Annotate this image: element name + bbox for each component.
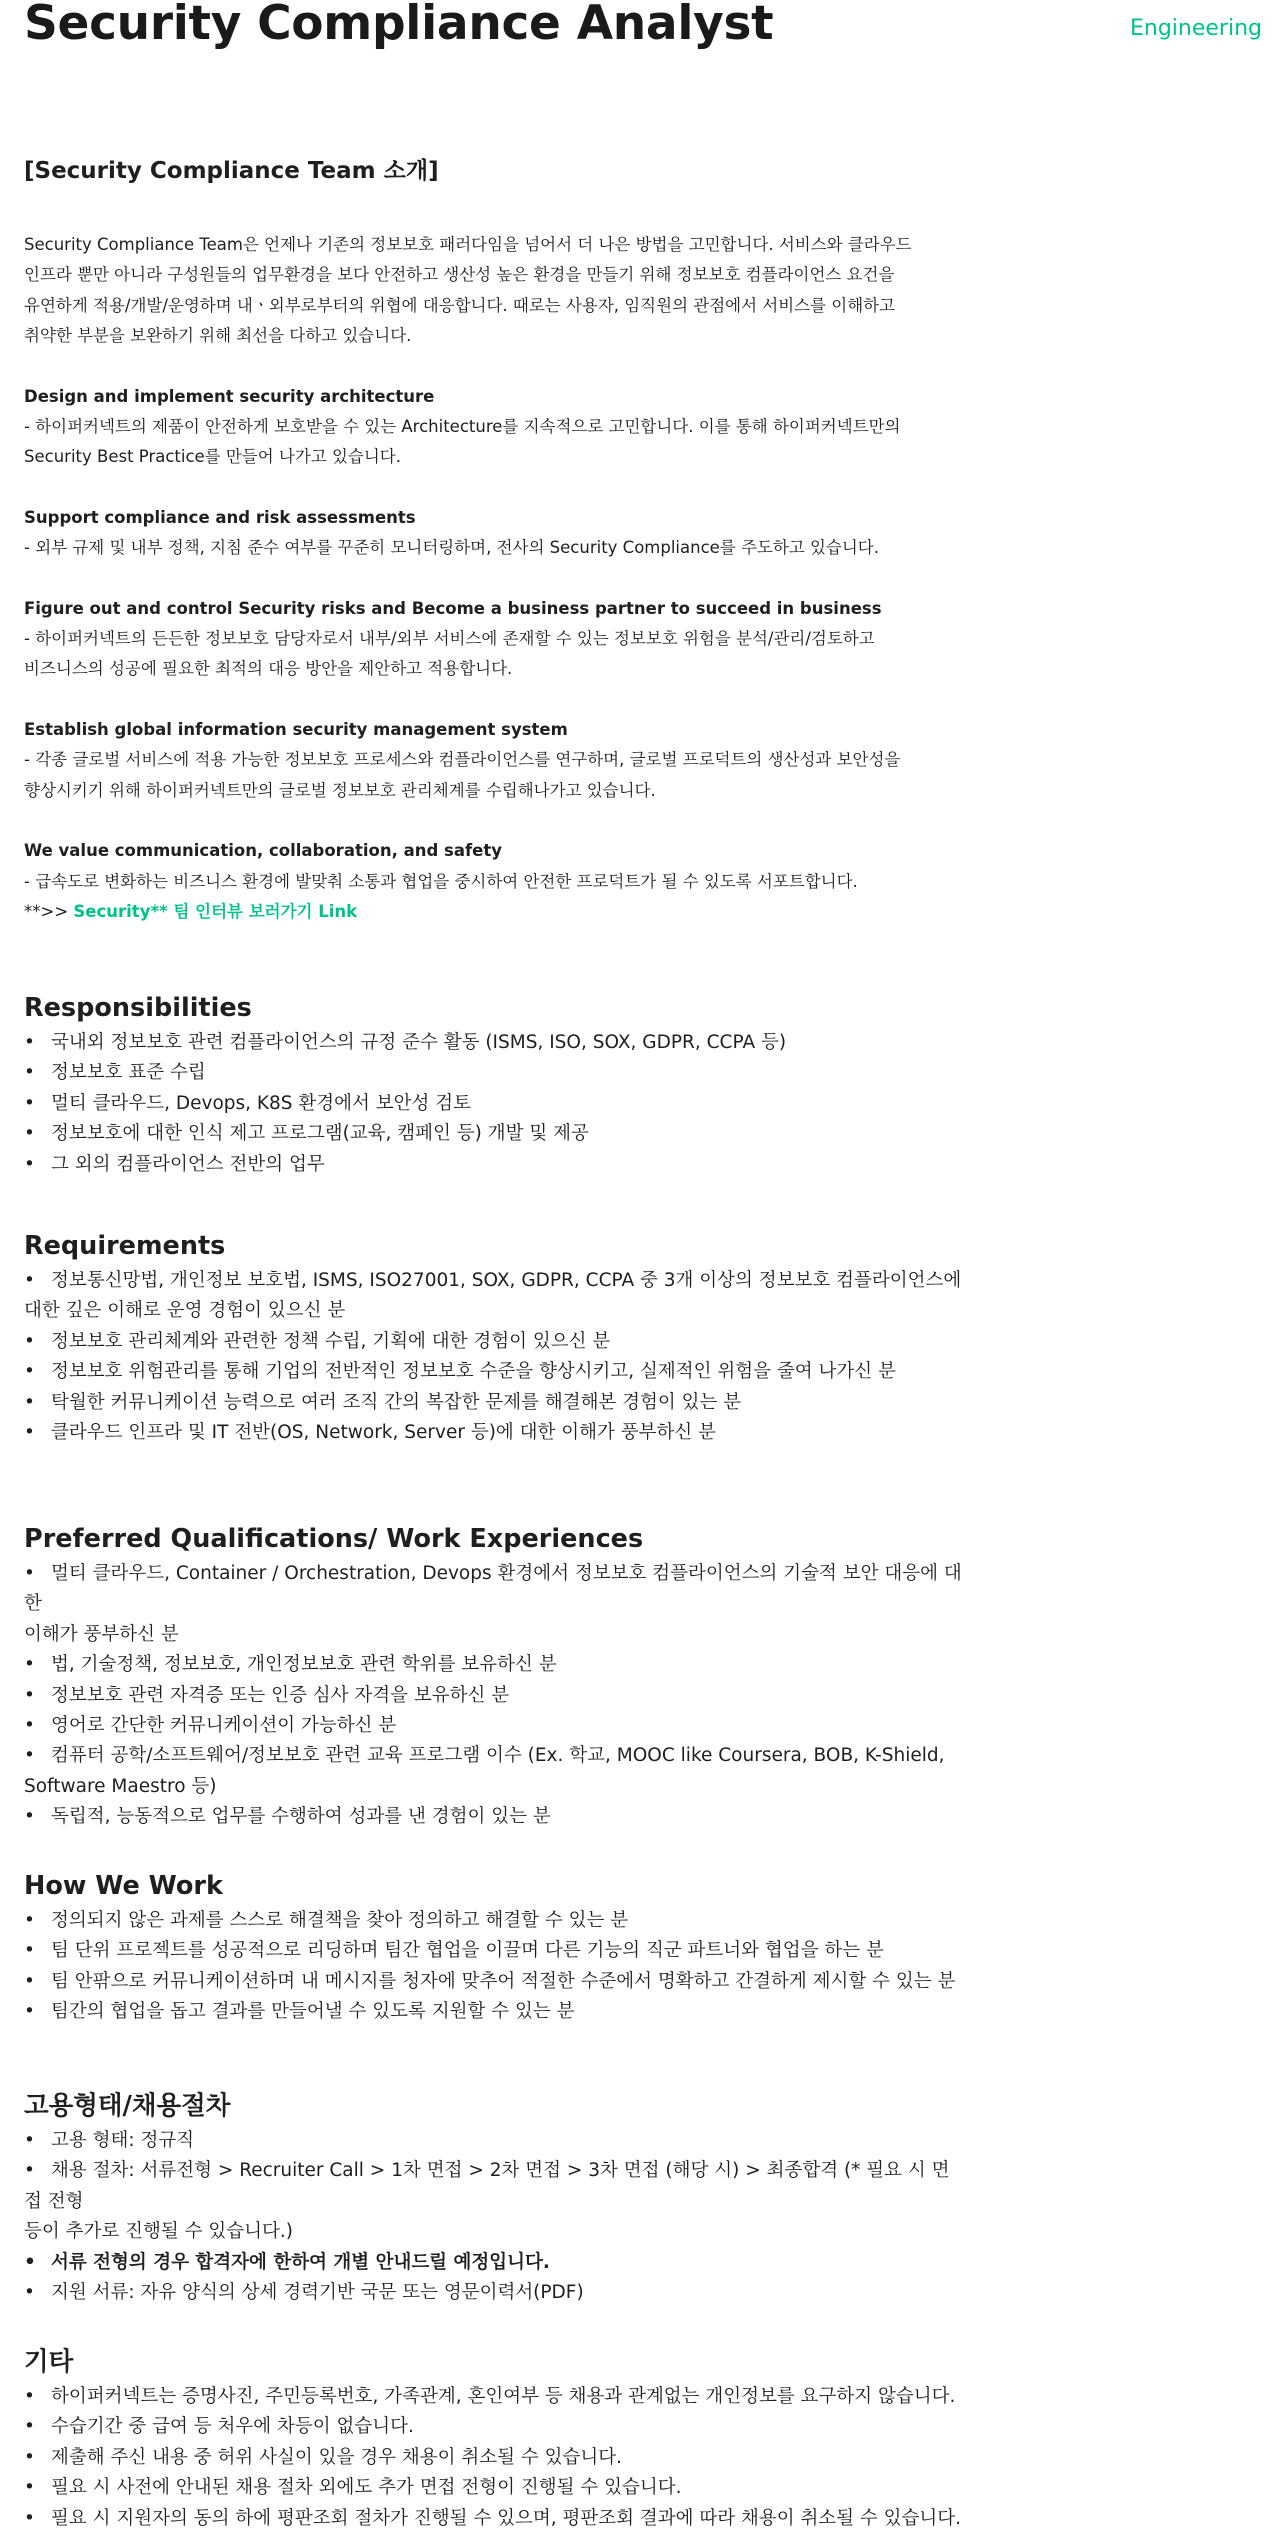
list-item-text: 탁월한 커뮤니케이션 능력으로 여러 조직 간의 복잡한 문제를 해결해본 경험이 있는 분 [51, 1391, 742, 1413]
section-heading: Preferred Qualifications/ Work Experiences [24, 1524, 644, 1554]
bullet-icon: • [24, 1153, 35, 1175]
list-item [24, 1936, 964, 1966]
list-item [24, 1388, 964, 1418]
intro-block [24, 503, 964, 594]
intro-block-line: - 각종 글로벌 서비스에 적용 가능한 정보보호 프로세스와 컴플라이언스를 연구하며, 글로벌 프로덕트의 생산성과 보안성을 [24, 750, 901, 770]
list-item-text: 영어로 간단한 커뮤니케이션이 가능하신 분 [51, 1715, 397, 1737]
bullet-icon: • [24, 1032, 35, 1053]
bullet-icon: • [24, 1563, 35, 1584]
bullet-icon: • [24, 1654, 35, 1676]
bullet-icon: • [24, 1422, 35, 1444]
bullet-icon: • [24, 1715, 35, 1737]
list-item-text: 클라우드 인프라 및 IT 전반(OS, Network, Server 등)에 대한 이해가 풍부하신 분 [51, 1422, 717, 1444]
spacer [24, 352, 964, 382]
list-item-text: 팀 단위 프로젝트를 성공적으로 리딩하며 팀간 협업을 이끌며 다른 기능의 직군 파트너와 협업을 하는 분 [51, 1940, 884, 1962]
list-item-text: 이해가 풍부하신 분 [24, 1623, 179, 1645]
job-description [24, 152, 964, 2529]
section-list [24, 2126, 964, 2308]
section-heading: Requirements [24, 1231, 226, 1261]
list-item [24, 1357, 964, 1387]
list-item-text: Software Maestro 등) [24, 1775, 217, 1797]
list-item [24, 1711, 964, 1741]
spacer [24, 473, 964, 503]
bullet-icon: • [24, 2477, 35, 2499]
bullet-icon: • [24, 2160, 35, 2182]
list-item [24, 1997, 964, 2027]
intro-paragraph-line: Security Compliance Team은 언제나 기존의 정보보호 패러다임을 넘어서 더 나은 방법을 고민합니다. 서비스와 클라우드 [24, 235, 912, 254]
list-item [24, 1266, 964, 1327]
bullet-icon: • [24, 1270, 35, 1291]
section-heading: 기타 [24, 2347, 74, 2377]
list-item-text: 서류 전형의 경우 합격자에 한하여 개별 안내드릴 예정입니다. [51, 2251, 550, 2273]
section-heading: Responsibilities [24, 993, 252, 1023]
section-list [24, 1028, 964, 1180]
list-item-text: 정보보호 관리체계와 관련한 정책 수립, 기획에 대한 경험이 있으신 분 [51, 1330, 611, 1352]
intro-paragraph-line: 인프라 뿐만 아니라 구성원들의 업무환경을 보다 안전하고 생산성 높은 환경을 만들기 위해 정보보호 컴플라이언스 요건을 [24, 265, 895, 285]
spacer [24, 806, 964, 836]
list-item-text: 채용 절차: 서류전형 > Recruiter Call > 1차 면접 > 2차 면접 > 3차 면접 (해당 시) > 최종합격 (* 필요 시 면접 전형 [24, 2160, 950, 2212]
section-list [24, 1266, 964, 1448]
team-intro-heading: [Security Compliance Team 소개] [24, 158, 439, 184]
team-interview-link[interactable]: Security** 팀 인터뷰 보러가기 Link [73, 901, 358, 921]
bullet-icon: • [24, 2446, 35, 2468]
job-category: Engineering [1130, 16, 1262, 41]
section-list [24, 1559, 964, 1833]
list-item [24, 1089, 964, 1119]
intro-block-title: Figure out and control Security risks and Become a business partner to succeed in business [24, 598, 882, 618]
list-item-text: 컴퓨터 공학/소프트웨어/정보보호 관련 교육 프로그램 이수 (Ex. 학교, MOOC like Coursera, BOB, K-Shield, [51, 1745, 945, 1767]
list-item-text: 독립적, 능동적으로 업무를 수행하여 성과를 낸 경험이 있는 분 [51, 1806, 551, 1828]
bullet-icon: • [24, 2416, 35, 2438]
team-intro-blocks [24, 382, 964, 897]
intro-block [24, 594, 964, 715]
section-5 [24, 2344, 964, 2534]
section-3 [24, 1868, 964, 2028]
list-item-text: 정보보호 표준 수립 [51, 1062, 206, 1084]
bullet-icon: • [24, 2251, 36, 2273]
bullet-icon: • [24, 1361, 35, 1383]
section-heading: 고용형태/채용절차 [24, 2091, 231, 2121]
bullet-icon: • [24, 1806, 35, 1828]
intro-block-line: 비즈니스의 성공에 필요한 최적의 대응 방안을 제안하고 적용합니다. [24, 659, 513, 679]
link-prefix: **>> [24, 901, 74, 921]
list-item-text: 지원 서류: 자유 양식의 상세 경력기반 국문 또는 영문이력서(PDF) [51, 2282, 584, 2304]
intro-paragraph-line: 유연하게 적용/개발/운영하며 내ㆍ외부로부터의 위협에 대응합니다. 때로는 사용자, 임직원의 관점에서 서비스를 이해하고 [24, 295, 896, 315]
list-item [24, 2126, 964, 2156]
section-list [24, 1906, 964, 2028]
list-item [24, 1650, 964, 1680]
list-item-text: 정보보호 관련 자격증 또는 인증 심사 자격을 보유하신 분 [51, 1684, 510, 1706]
list-item-text: 정보보호 위험관리를 통해 기업의 전반적인 정보보호 수준을 향상시키고, 실제적인 위험을 줄여 나가신 분 [51, 1361, 896, 1383]
list-item [24, 1150, 964, 1180]
list-item-text: 고용 형태: 정규직 [51, 2130, 195, 2151]
list-item [24, 1327, 964, 1357]
list-item [24, 1741, 964, 1802]
bullet-icon: • [24, 1684, 35, 1706]
intro-block-title: Design and implement security architecture [24, 386, 435, 406]
list-item [24, 2248, 964, 2278]
list-item-text: 정보보호에 대한 인식 제고 프로그램(교육, 캠페인 등) 개발 및 제공 [51, 1123, 589, 1145]
bullet-icon: • [24, 1910, 35, 1931]
team-intro-paragraph [24, 230, 964, 382]
intro-block-line: - 하이퍼커넥트의 제품이 안전하게 보호받을 수 있는 Architecture를 지속적으로 고민합니다. 이를 통해 하이퍼커넥트만의 [24, 417, 901, 437]
list-item [24, 1681, 964, 1711]
list-item [24, 1559, 964, 1650]
bullet-icon: • [24, 2507, 35, 2529]
list-item-text: 팀 안팎으로 커뮤니케이션하며 내 메시지를 청자에 맞추어 적절한 수준에서 명확하고 간결하게 제시할 수 있는 분 [51, 1970, 956, 1992]
list-item-text: 제출해 주신 내용 중 허위 사실이 있을 경우 채용이 취소될 수 있습니다. [51, 2446, 622, 2468]
list-item-text: 정의되지 않은 과제를 스스로 해결책을 찾아 정의하고 해결할 수 있는 분 [51, 1910, 629, 1931]
list-item-text: 수습기간 중 급여 등 처우에 차등이 없습니다. [51, 2416, 414, 2438]
interview-link-line [24, 897, 964, 927]
bullet-icon: • [24, 1391, 35, 1413]
bullet-icon: • [24, 1123, 35, 1145]
list-item [24, 2156, 964, 2247]
list-item [24, 2504, 964, 2534]
list-item-text: 국내외 정보보호 관련 컴플라이언스의 규정 준수 활동 (ISMS, ISO, SOX, GDPR, CCPA 등) [51, 1032, 787, 1053]
intro-block-title: Establish global information security management system [24, 719, 568, 739]
bullet-icon: • [24, 2130, 35, 2151]
section-0 [24, 990, 964, 1180]
section-2 [24, 1521, 964, 1833]
list-item [24, 1119, 964, 1149]
list-item [24, 2443, 964, 2473]
intro-block-line: - 외부 규제 및 내부 정책, 지침 준수 여부를 꾸준히 모니터링하며, 전사의 Security Compliance를 주도하고 있습니다. [24, 538, 879, 558]
list-item-text: 그 외의 컴플라이언스 전반의 업무 [51, 1153, 325, 1175]
intro-paragraph-line: 취약한 부분을 보완하기 위해 최선을 다하고 있습니다. [24, 326, 412, 346]
list-item-text: 정보통신망법, 개인정보 보호법, ISMS, ISO27001, SOX, GDPR, CCPA 중 3개 이상의 정보보호 컴플라이언스에 [51, 1270, 962, 1291]
list-item [24, 1906, 964, 1936]
section-1 [24, 1228, 964, 1448]
list-item-text: 멀티 클라우드, Devops, K8S 환경에서 보안성 검토 [51, 1092, 472, 1114]
list-item-text: 대한 깊은 이해로 운영 경험이 있으신 분 [24, 1300, 346, 1322]
list-item [24, 2278, 964, 2308]
bullet-icon: • [24, 2001, 35, 2023]
list-item [24, 2473, 964, 2503]
bullet-icon: • [24, 1940, 35, 1962]
list-item [24, 1028, 964, 1058]
spacer [24, 685, 964, 715]
intro-block [24, 836, 964, 897]
list-item [24, 1058, 964, 1088]
list-item [24, 2412, 964, 2442]
list-item-text: 하이퍼커넥트는 증명사진, 주민등록번호, 가족관계, 혼인여부 등 채용과 관계없는 개인정보를 요구하지 않습니다. [51, 2386, 956, 2407]
job-title: Security Compliance Analyst [24, 0, 774, 51]
intro-block-line: 향상시키기 위해 하이퍼커넥트만의 글로벌 정보보호 관리체계를 수립해나가고 있습니다. [24, 780, 656, 800]
list-item [24, 1967, 964, 1997]
list-item-text: 멀티 클라우드, Container / Orchestration, Devops 환경에서 정보보호 컴플라이언스의 기술적 보안 대응에 대한 [24, 1563, 962, 1615]
bullet-icon: • [24, 2386, 35, 2407]
bullet-icon: • [24, 2282, 35, 2304]
bullet-icon: • [24, 1092, 35, 1114]
section-heading: How We Work [24, 1871, 223, 1901]
intro-block-title: We value communication, collaboration, and safety [24, 841, 503, 861]
list-item [24, 2382, 964, 2412]
intro-block-title: Support compliance and risk assessments [24, 507, 416, 527]
bullet-icon: • [24, 1745, 35, 1767]
list-item-text: 법, 기술정책, 정보보호, 개인정보보호 관련 학위를 보유하신 분 [51, 1654, 557, 1676]
intro-block-line: Security Best Practice를 만들어 나가고 있습니다. [24, 447, 401, 467]
list-item [24, 1418, 964, 1448]
intro-block-line: - 하이퍼커넥트의 든든한 정보보호 담당자로서 내부/외부 서비스에 존재할 수 있는 정보보호 위험을 분석/관리/검토하고 [24, 629, 875, 649]
list-item-text: 등이 추가로 진행될 수 있습니다.) [24, 2221, 293, 2243]
section-4 [24, 2088, 964, 2308]
section-list [24, 2382, 964, 2534]
bullet-icon: • [24, 1330, 35, 1352]
list-item-text: 팀간의 협업을 돕고 결과를 만들어낼 수 있도록 지원할 수 있는 분 [51, 2001, 575, 2023]
intro-block [24, 382, 964, 503]
list-item-text: 필요 시 사전에 안내된 채용 절차 외에도 추가 면접 전형이 진행될 수 있습니다. [51, 2477, 682, 2499]
bullet-icon: • [24, 1970, 35, 1992]
spacer [24, 564, 964, 594]
intro-block-line: - 급속도로 변화하는 비즈니스 환경에 발맞춰 소통과 협업을 중시하여 안전한 프로덕트가 될 수 있도록 서포트합니다. [24, 871, 858, 891]
list-item [24, 1802, 964, 1832]
bullet-icon: • [24, 1062, 35, 1084]
list-item-text: 필요 시 지원자의 동의 하에 평판조회 절차가 진행될 수 있으며, 평판조회 결과에 따라 채용이 취소될 수 있습니다. [51, 2507, 962, 2529]
intro-block [24, 715, 964, 836]
